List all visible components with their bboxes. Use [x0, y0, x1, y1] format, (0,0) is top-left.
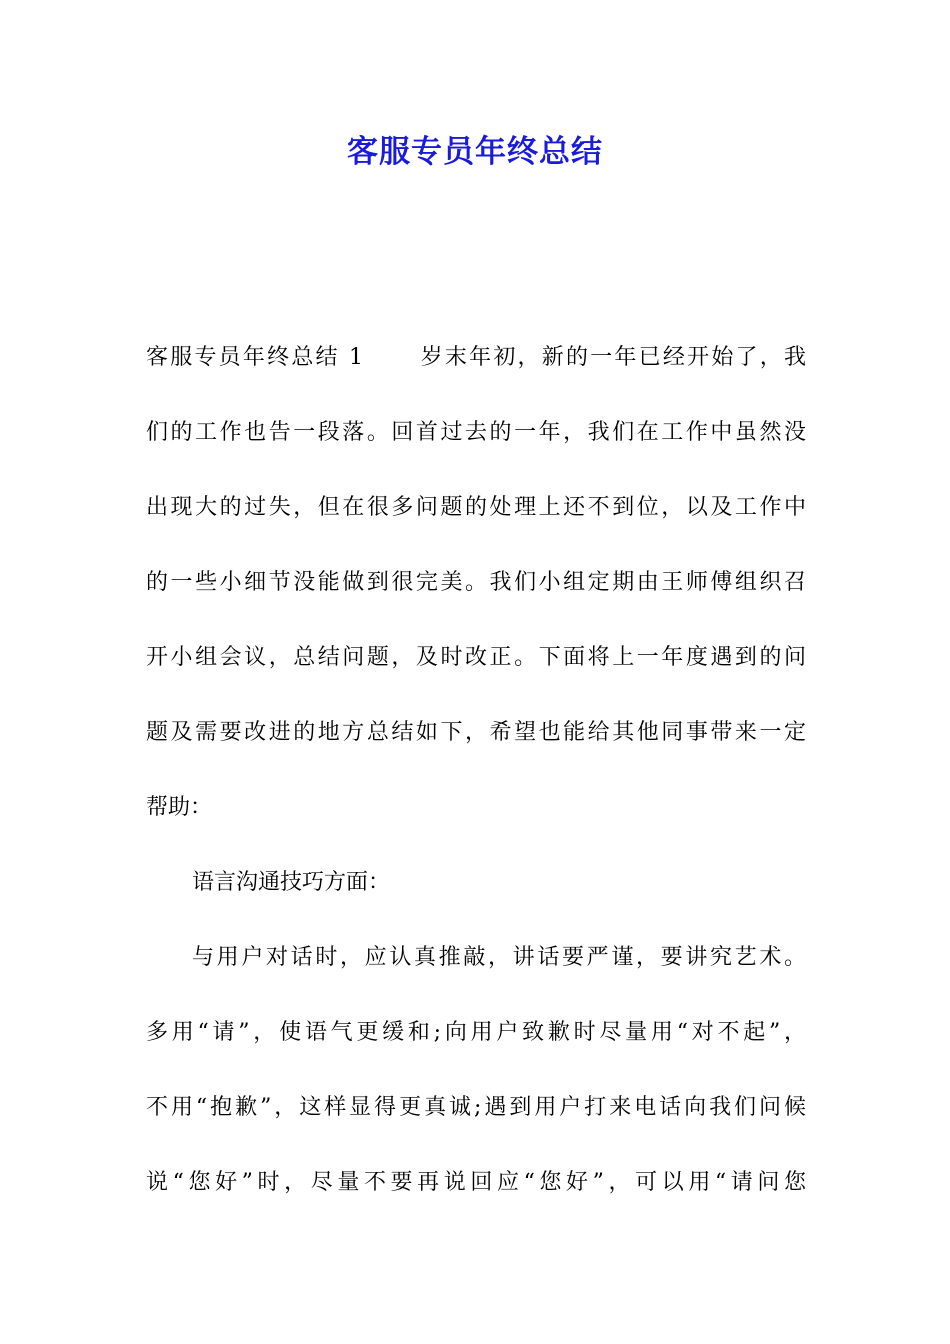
body-line-9: 与用户对话时，应认真推敲，讲话要严谨，要讲究艺术。	[192, 945, 806, 970]
body-line-3: 出现大的过失，但在很多问题的处理上还不到位，以及工作中	[146, 495, 806, 520]
body-line-11: 不用“抱歉”，这样显得更真诚;遇到用户打来电话向我们问候	[146, 1095, 806, 1120]
body-line-10: 多用“请”，使语气更缓和;向用户致歉时尽量用“对不起”，	[146, 1020, 806, 1045]
body-line-4: 的一些小细节没能做到很完美。我们小组定期由王师傅组织召	[146, 570, 806, 595]
section-heading-language-skills: 语言沟通技巧方面：	[192, 870, 391, 895]
body-line-7: 帮助：	[146, 795, 213, 820]
body-line-1: 客服专员年终总结 1 岁末年初，新的一年已经开始了，我	[146, 345, 806, 370]
body-line-2: 们的工作也告一段落。回首过去的一年，我们在工作中虽然没	[146, 420, 806, 445]
body-line-6: 题及需要改进的地方总结如下，希望也能给其他同事带来一定	[146, 720, 806, 745]
body-line-5: 开小组会议，总结问题，及时改正。下面将上一年度遇到的问	[146, 645, 806, 670]
document-title: 客服专员年终总结	[347, 134, 603, 170]
body-line-12: 说“您好”时，尽量不要再说回应“您好”，可以用“请问您	[146, 1170, 806, 1195]
